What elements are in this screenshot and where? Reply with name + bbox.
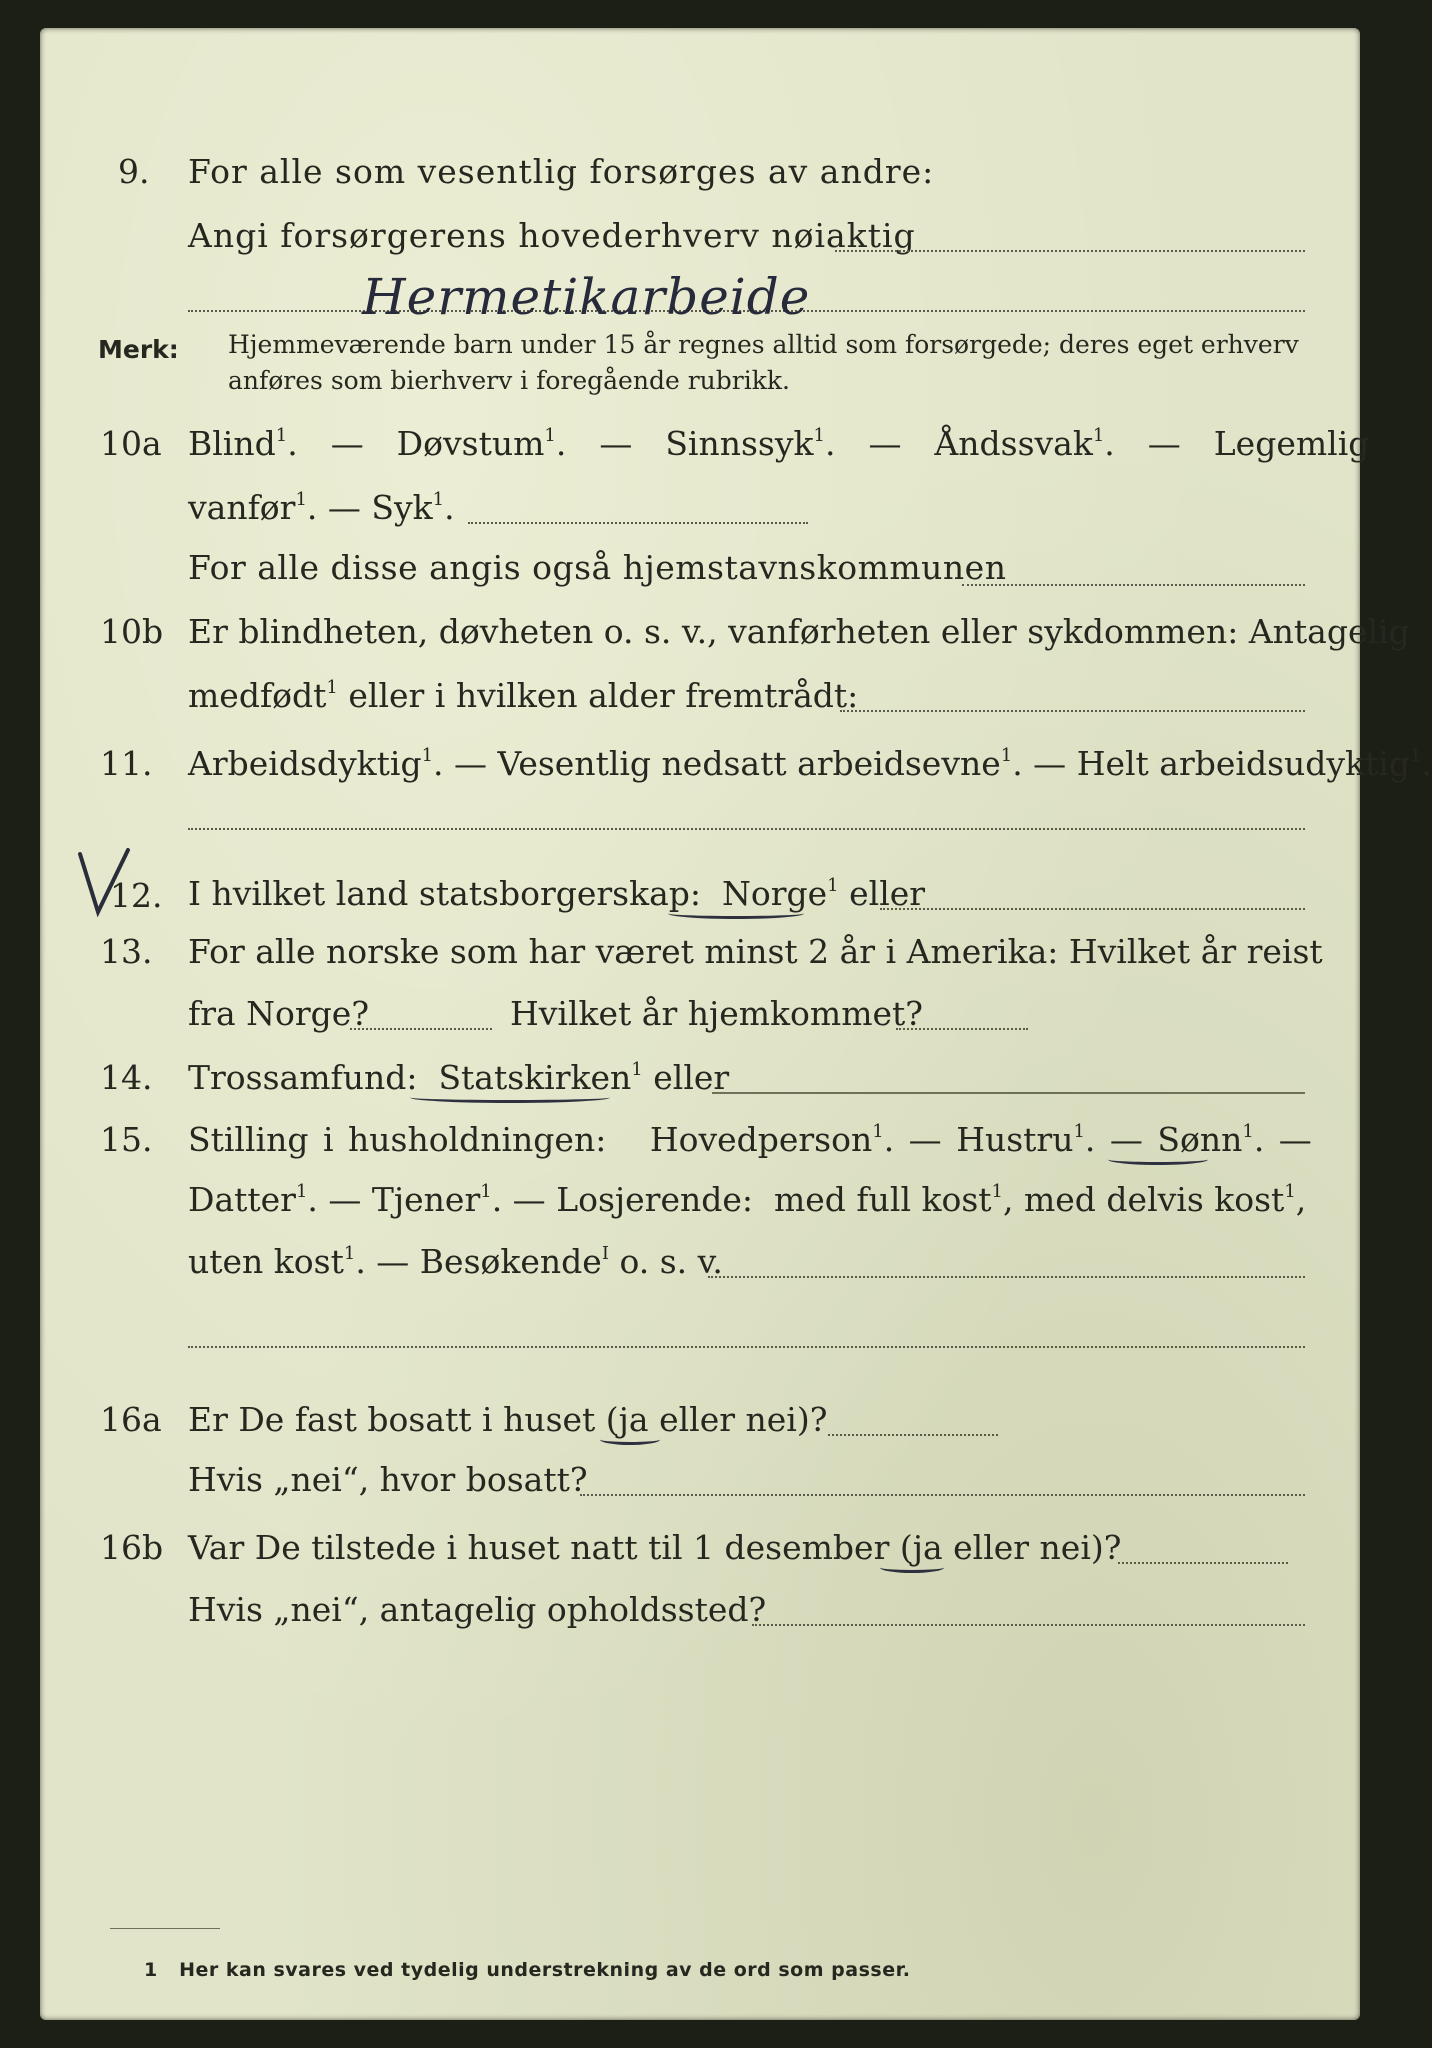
- q14-fill: [712, 1092, 1305, 1094]
- q13-number: 13.: [100, 932, 153, 971]
- q10a-line3: For alle disse angis også hjemstavnskommunen: [188, 548, 1007, 587]
- q14-line: Trossamfund: Statskirken$^1$ eller: [188, 1058, 730, 1097]
- option-statskirken: Statskirken: [438, 1058, 632, 1097]
- statskirken-underline: [410, 1092, 610, 1103]
- q10b-number: 10b: [100, 612, 164, 651]
- option-besokende: Besøkende: [419, 1242, 602, 1281]
- footnote-rule: [110, 1928, 220, 1929]
- q10a-line2-fill: [468, 522, 808, 524]
- merk-line1: Hjemmeværende barn under 15 år regnes alltid som forsørgede; deres eget erhverv: [228, 330, 1299, 359]
- 16b-ja-underline: [880, 1562, 944, 1573]
- q10b-line2-fill: [840, 710, 1305, 712]
- q12-number: 12.: [110, 876, 163, 915]
- option-16a-ja: ja: [618, 1400, 649, 1439]
- footnote: [144, 1950, 910, 1990]
- option-vanfor: vanfør: [188, 488, 296, 527]
- option-sonn: Sønn: [1157, 1120, 1243, 1159]
- option-tjener: Tjener: [371, 1180, 481, 1219]
- q13-hjem-label: Hvilket år hjemkommet?: [510, 994, 923, 1033]
- merk-label: Merk:: [98, 335, 179, 364]
- q16a-line2: Hvis „nei“, hvor bosatt?: [188, 1460, 588, 1499]
- q9-handwritten-answer: [362, 268, 1002, 332]
- q16a-fill-2: [580, 1494, 1305, 1496]
- q9-answer-line-1: [835, 250, 1305, 252]
- option-losjerende: Losjerende:: [556, 1180, 753, 1219]
- q10b-line1: Er blindheten, døvheten o. s. v., vanførheten eller sykdommen: Antagelig: [188, 612, 1410, 651]
- q16a-number: 16a: [100, 1400, 162, 1439]
- q15-line2: Datter$^1$. — Tjener$^1$. — Losjerende: med full kost$^1$, med delvis kost$^1$,: [188, 1180, 1307, 1219]
- q15-line1: Stilling i husholdningen: Hovedperson$^1$. — Hustru$^1$. — Sønn$^1$. —: [188, 1120, 1312, 1159]
- option-syk: Syk: [371, 488, 433, 527]
- option-uten-kost: uten kost: [188, 1242, 344, 1281]
- option-16b-ja: ja: [912, 1528, 943, 1567]
- footnote-text: Her kan svares ved tydelig understrekning av de ord som passer.: [179, 1959, 911, 1981]
- q16b-fill-1: [1118, 1562, 1288, 1564]
- norge-underline: [668, 908, 804, 919]
- q12-fill: [880, 908, 1305, 910]
- q13-hjem-fill: [896, 1028, 1028, 1030]
- q9-line1: For alle som vesentlig forsørges av andre:: [188, 152, 935, 191]
- q9-line2: Angi forsørgerens hovederhverv nøiaktig: [188, 216, 916, 255]
- q13-line1: For alle norske som har været minst 2 år i Amerika: Hvilket år reist: [188, 932, 1323, 971]
- option-dovstum: Døvstum: [396, 424, 545, 463]
- q11-number: 11.: [100, 744, 153, 783]
- footnote-mark: 1: [144, 1959, 158, 1981]
- q13-fra-fill: [350, 1028, 492, 1030]
- option-blind: Blind: [188, 424, 276, 463]
- q14-number: 14.: [100, 1058, 153, 1097]
- q9-handwritten-text: Hermetikarbeide: [362, 268, 811, 326]
- census-form-page: [40, 28, 1432, 2020]
- q12-line: I hvilket land statsborgerskap: Norge$^1$ eller: [188, 874, 926, 913]
- q16b-fill-2: [752, 1624, 1305, 1626]
- option-datter: Datter: [188, 1180, 296, 1219]
- q10a-line3-fill: [962, 584, 1305, 586]
- option-hovedperson: Hovedperson: [649, 1120, 873, 1159]
- q15-fill-2: [188, 1346, 1305, 1348]
- option-udyktig: Helt arbeidsudyktig: [1076, 744, 1410, 783]
- q11-line1: Arbeidsdyktig$^1$. — Vesentlig nedsatt arbeidsevne$^1$. — Helt arbeidsudyktig$^1$.: [188, 744, 1432, 783]
- 16a-ja-underline: [600, 1434, 660, 1445]
- q10a-line2: vanfør$^1$. — Syk$^1$.: [188, 488, 455, 527]
- option-norge: Norge: [722, 874, 828, 913]
- q16b-line1: Var De tilstede i huset natt til 1 desember (ja eller nei)?: [188, 1528, 1122, 1567]
- option-sinnssyk: Sinnssyk: [665, 424, 814, 463]
- option-medfodt: medfødt: [188, 676, 327, 715]
- q10a-line1: Blind$^1$. — Døvstum$^1$. — Sinnssyk$^1$. — Åndssvak$^1$. — Legemlig: [188, 424, 1370, 463]
- q9-number: 9.: [118, 152, 150, 191]
- q15-fill-1: [708, 1276, 1305, 1278]
- option-full-kost: med full kost: [773, 1180, 992, 1219]
- q10a-number: 10a: [100, 424, 162, 463]
- merk-line2: anføres som bierhverv i foregående rubrikk.: [228, 366, 790, 395]
- option-delvis-kost: med delvis kost: [1023, 1180, 1285, 1219]
- q10b-line2: medfødt$^1$ eller i hvilken alder fremtrådt:: [188, 676, 859, 715]
- q16b-number: 16b: [100, 1528, 164, 1567]
- option-legemlig: Legemlig: [1213, 424, 1370, 463]
- q15-line3: uten kost$^1$. — Besøkende$^I$ o. s. v.: [188, 1242, 723, 1281]
- q16b-line2: Hvis „nei“, antagelig opholdssted?: [188, 1590, 767, 1629]
- q16a-fill-1: [828, 1434, 998, 1436]
- option-hustru: Hustru: [956, 1120, 1074, 1159]
- q15-number: 15.: [100, 1120, 153, 1159]
- sonn-underline: [1108, 1154, 1208, 1165]
- option-andssvak: Åndssvak: [934, 424, 1093, 463]
- option-arbeidsdyktig: Arbeidsdyktig: [188, 744, 422, 783]
- q11-answer-line: [188, 828, 1305, 830]
- q13-fra-label: fra Norge?: [188, 994, 370, 1033]
- option-nedsatt: Vesentlig nedsatt arbeidsevne: [497, 744, 1001, 783]
- q16a-line1: Er De fast bosatt i huset (ja eller nei)?: [188, 1400, 828, 1439]
